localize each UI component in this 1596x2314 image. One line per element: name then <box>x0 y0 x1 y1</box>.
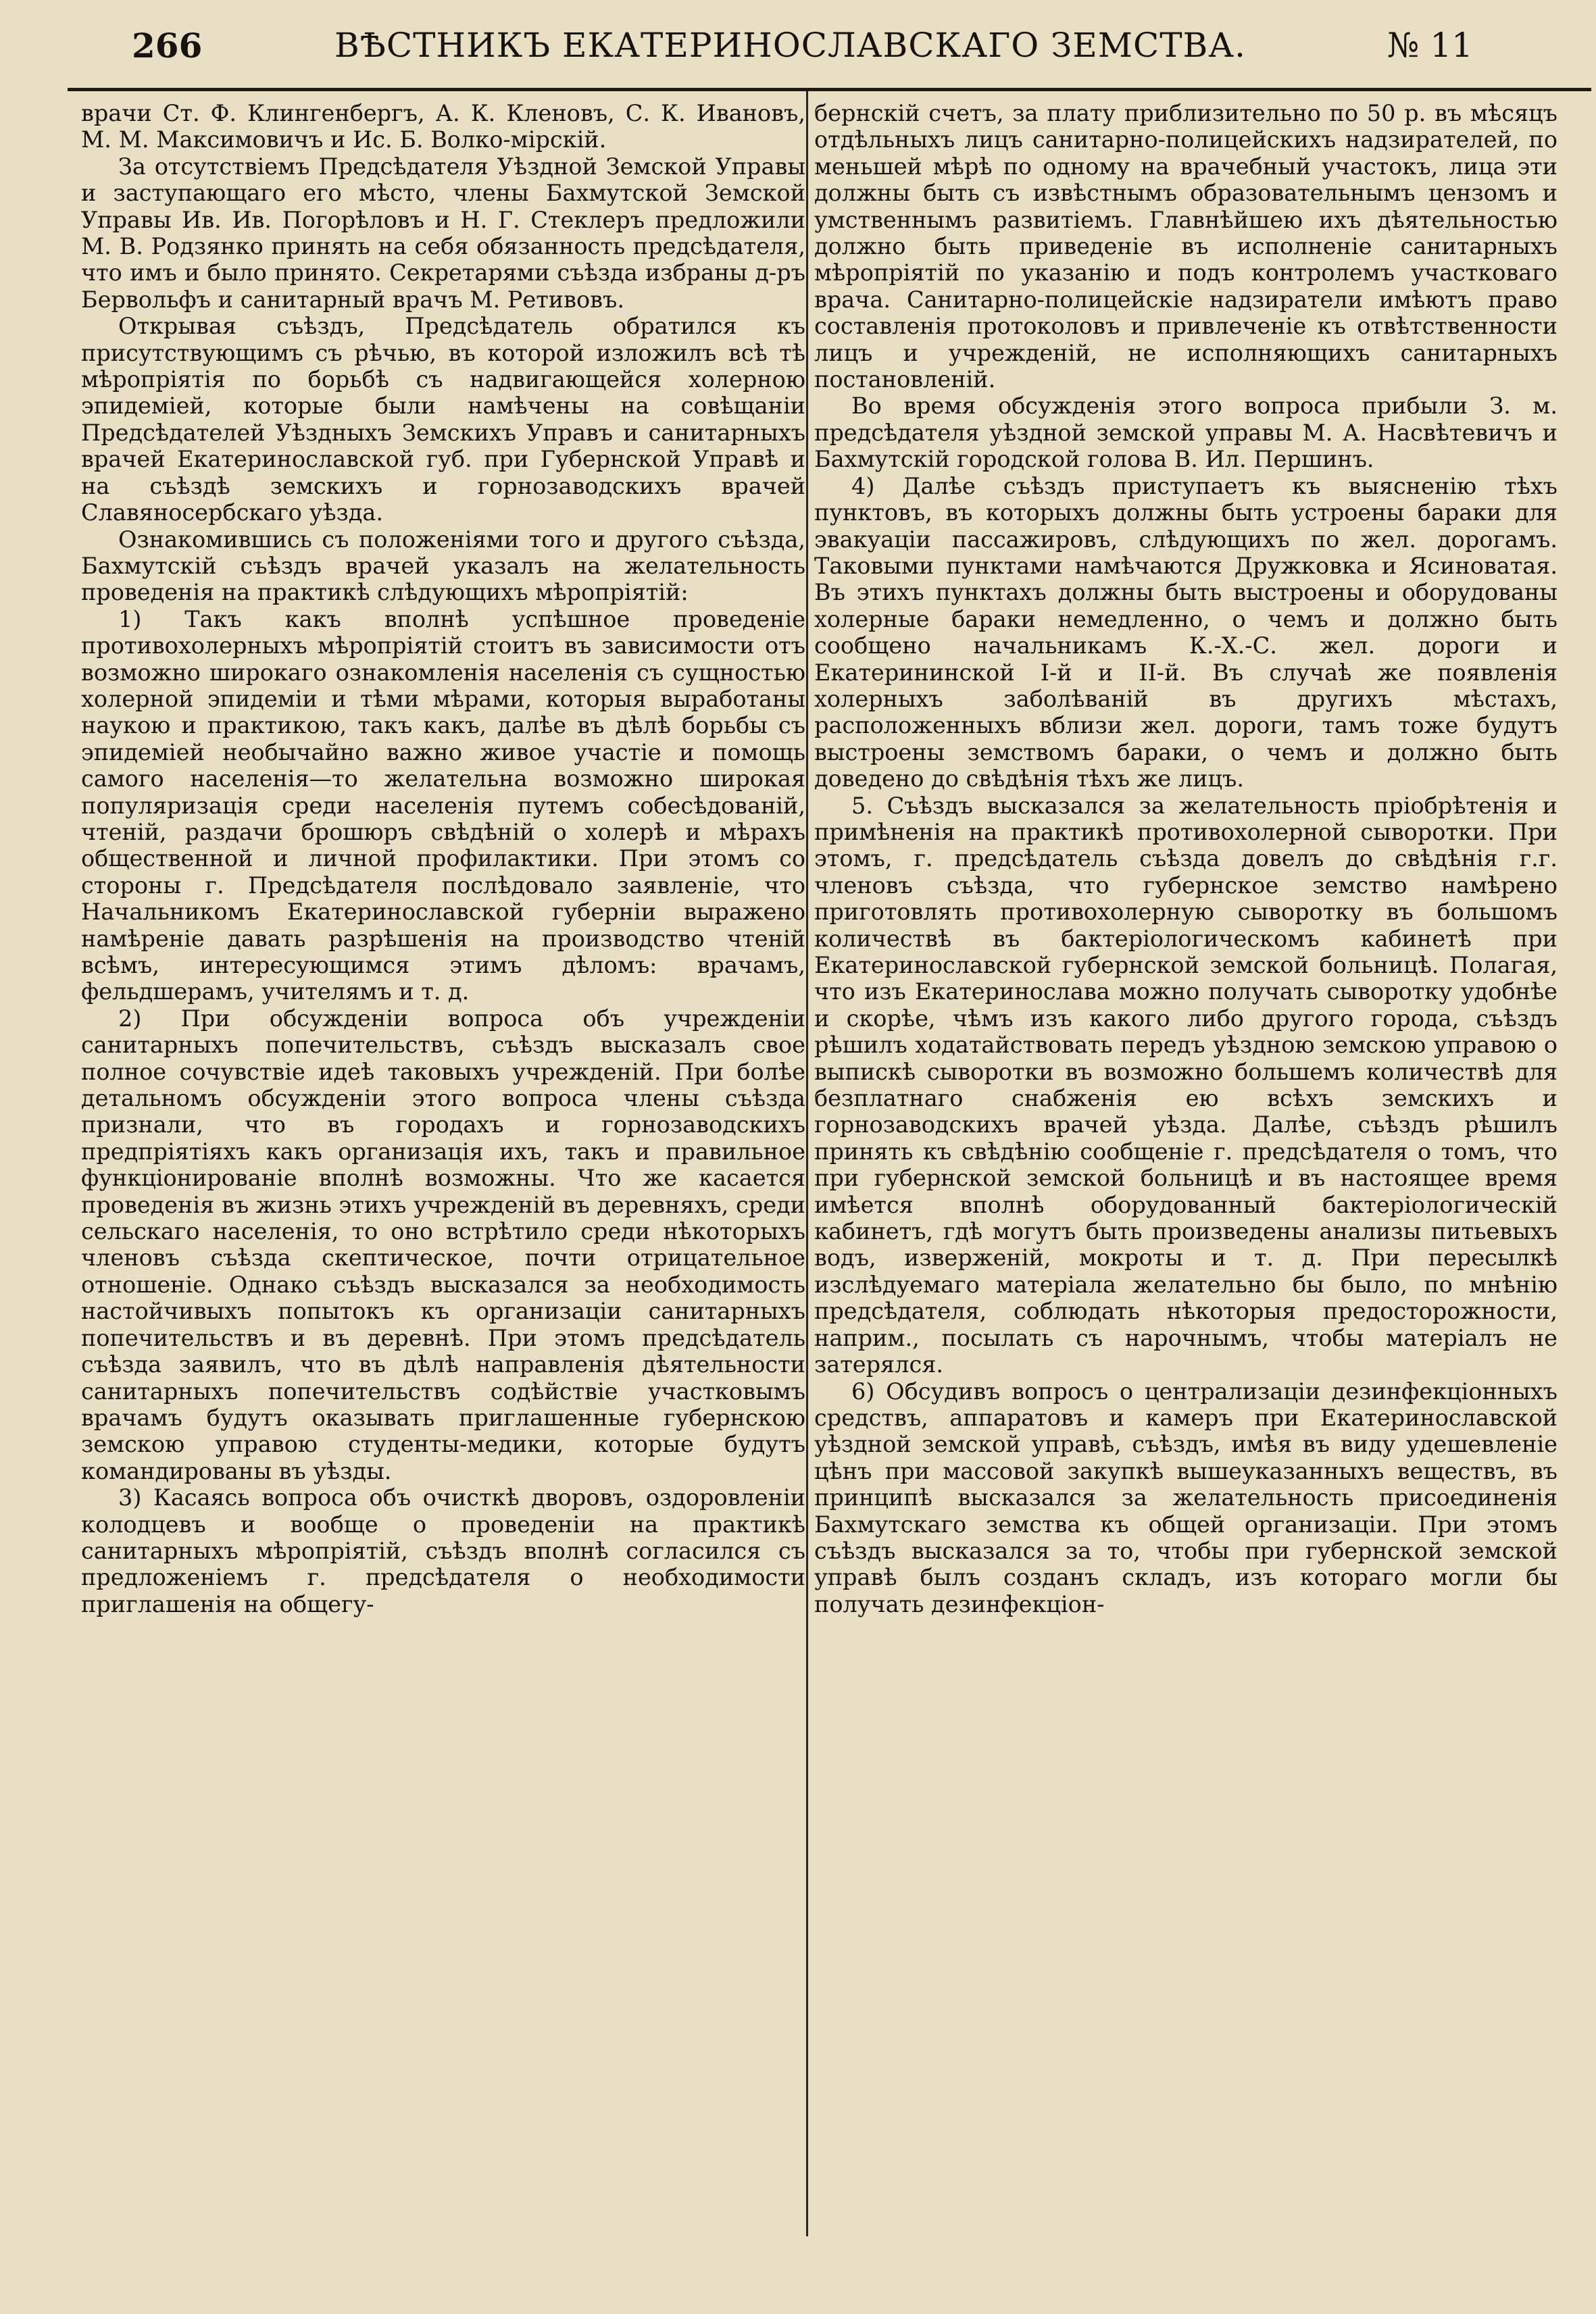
column-divider <box>806 91 808 2236</box>
left-paragraph: Ознакомившись съ положеніями того и другого съѣзда, Бахмутскій съѣздъ врачей указалъ на желательность проведенія на практикѣ слѣдующихъ мѣропріятій: <box>81 526 805 606</box>
right-paragraph: Во время обсужденія этого вопроса прибыли З. м. предсѣдателя уѣздной земской управы М. А. Насвѣтевичъ и Бахмутскій городской голова В. Ил. Першинъ. <box>814 393 1557 473</box>
left-column <box>81 100 805 1617</box>
left-paragraph: Открывая съѣздъ, Предсѣдатель обратился къ присутствующимъ съ рѣчью, въ которой изложилъ всѣ тѣ мѣропріятія по борьбѣ съ надвигающейся холерною эпидеміей, которые были намѣчены на совѣщаніи Предсѣдателей Уѣздныхъ Земскихъ Управъ и санитарныхъ врачей Екатеринославской губ. при Губернской Управѣ и на съѣздѣ земскихъ и горнозаводскихъ врачей Славяносербскаго уѣзда. <box>81 313 805 526</box>
right-paragraph: бернскій счетъ, за плату приблизительно по 50 р. въ мѣсяцъ отдѣльныхъ лицъ санитарно-полицейскихъ надзирателей, по меньшей мѣрѣ по одному на врачебный участокъ, лица эти должны быть съ извѣстнымъ образовательнымъ цензомъ и умственнымъ развитіемъ. Главнѣйшею ихъ дѣятельностью должно быть приведеніе въ исполненіе санитарныхъ мѣропріятій по указанію и подъ контролемъ участковаго врача. Санитарно-полицейскіе надзиратели имѣютъ право составленія протоколовъ и привлеченіе къ отвѣтственности лицъ и учрежденій, не исполняющихъ санитарныхъ постановленій. <box>814 100 1557 393</box>
right-paragraph: 6) Обсудивъ вопросъ о централизаціи дезинфекціонныхъ средствъ, аппаратовъ и камеръ при Екатеринославской уѣздной земской управѣ, съѣздъ, имѣя въ виду удешевленіе цѣнъ при массовой закупкѣ вышеуказанныхъ веществъ, въ принципѣ высказался за желательность присоединенія Бахмутскаго земства къ общей организаціи. При этомъ съѣздъ высказался за то, чтобы при губернской земской управѣ былъ созданъ складъ, изъ котораго могли бы получать дезинфекціон- <box>814 1378 1557 1617</box>
left-paragraph: 3) Касаясь вопроса объ очисткѣ дворовъ, оздоровленіи колодцевъ и вообще о проведеніи на практикѣ санитарныхъ мѣропріятій, съѣздъ вполнѣ согласился съ предложеніемъ г. предсѣдателя о необходимости приглашенія на общегу- <box>81 1484 805 1617</box>
right-column <box>814 100 1557 1617</box>
journal-title: ВѢСТНИКЪ ЕКАТЕРИНОСЛАВСКАГО ЗЕМСТВА. <box>334 26 1247 65</box>
right-paragraph: 4) Далѣе съѣздъ приступаетъ къ выясненію тѣхъ пунктовъ, въ которыхъ должны быть устроены бараки для эвакуаціи пассажировъ, слѣдующихъ по жел. дорогамъ. Таковыми пунктами намѣчаются Дружковка и Ясиноватая. Въ этихъ пунктахъ должны быть выстроены и оборудованы холерные бараки немедленно, о чемъ и должно быть сообщено начальникамъ К.-Х.-С. жел. дороги и Екатерининской І-й и ІІ-й. Въ случаѣ же появленія холерныхъ заболѣваній въ другихъ мѣстахъ, расположенныхъ вблизи жел. дороги, тамъ тоже будутъ выстроены земствомъ бараки, о чемъ и должно быть доведено до свѣдѣнія тѣхъ же лицъ. <box>814 472 1557 793</box>
page-number: 266 <box>132 26 203 66</box>
right-paragraph: 5. Съѣздъ высказался за желательность пріобрѣтенія и примѣненія на практикѣ противохолерной сыворотки. При этомъ, г. предсѣдатель съѣзда довелъ до свѣдѣнія г.г. членовъ съѣзда, что губернское земство намѣрено приготовлять противохолерную сыворотку въ большомъ количествѣ въ бактеріологическомъ кабинетѣ при Екатеринославской губернской земской больницѣ. Полагая, что изъ Екатеринослава можно получать сыворотку удобнѣе и скорѣе, чѣмъ изъ какого либо другого города, съѣздъ рѣшилъ ходатайствовать передъ уѣздною земскою управою о выпискѣ сыворотки въ возможно большемъ количествѣ для безплатнаго снабженія ею всѣхъ земскихъ и горнозаводскихъ врачей уѣзда. Далѣе, съѣздъ рѣшилъ принять къ свѣдѣнію сообщеніе г. предсѣдателя о томъ, что при губернской земской больницѣ и въ настоящее время имѣется вполнѣ оборудованный бактеріологическій кабинетъ, гдѣ могутъ быть произведены анализы питьевыхъ водъ, изверженій, мокроты и т. д. При пересылкѣ изслѣдуемаго матеріала желательно бы было, по мнѣнію предсѣдателя, соблюдать нѣкоторыя предосторожности, наприм., посылать съ нарочнымъ, чтобы матеріалъ не затерялся. <box>814 792 1557 1378</box>
issue-number: № 11 <box>1387 26 1473 65</box>
page-header <box>132 26 1473 73</box>
left-paragraph: 2) При обсужденіи вопроса объ учрежденіи санитарныхъ попечительствъ, съѣздъ высказалъ свое полное сочувствіе идеѣ таковыхъ учрежденій. При болѣе детальномъ обсужденіи этого вопроса члены съѣзда признали, что въ городахъ и горнозаводскихъ предпріятіяхъ какъ организація ихъ, такъ и правильное функціонированіе вполнѣ возможны. Что же касается проведенія въ жизнь этихъ учрежденій въ деревняхъ, среди сельскаго населенія, то оно встрѣтило среди нѣкоторыхъ членовъ съѣзда скептическое, почти отрицательное отношеніе. Однако съѣздъ высказался за необходимость настойчивыхъ попытокъ къ организаціи санитарныхъ попечительствъ и въ деревнѣ. При этомъ предсѣдатель съѣзда заявилъ, что въ дѣлѣ направленія дѣятельности санитарныхъ попечительствъ содѣйствіе участковымъ врачамъ будутъ оказывать приглашенные губернскою земскою управою студенты-медики, которые будутъ командированы въ уѣзды. <box>81 1005 805 1484</box>
left-paragraph: За отсутствіемъ Предсѣдателя Уѣздной Земской Управы и заступающаго его мѣсто, члены Бахмутской Земской Управы Ив. Ив. Погорѣловъ и Н. Г. Стеклеръ предложили М. В. Родзянко принять на себя обязанность предсѣдателя, что имъ и было принято. Секретарями съѣзда избраны д-ръ Бервольфъ и санитарный врачъ М. Ретивовъ. <box>81 153 805 313</box>
header-rule <box>68 88 1591 91</box>
left-paragraph: 1) Такъ какъ вполнѣ успѣшное проведеніе противохолерныхъ мѣропріятій стоитъ въ зависимости отъ возможно широкаго ознакомленія населенія съ сущностью холерной эпидеміи и тѣми мѣрами, которыя выработаны наукою и практикою, такъ какъ, далѣе въ дѣлѣ борьбы съ эпидеміей необычайно важно живое участіе и помощь самого населенія—то желательна возможно широкая популяризація среди населенія путемъ собесѣдованій, чтеній, раздачи брошюръ свѣдѣній о холерѣ и мѣрахъ общественной и личной профилактики. При этомъ со стороны г. Предсѣдателя послѣдовало заявленіе, что Начальникомъ Екатеринославской губерніи выражено намѣреніе давать разрѣшенія на производство чтеній всѣмъ, интересующимся этимъ дѣломъ: врачамъ, фельдшерамъ, учителямъ и т. д. <box>81 605 805 1005</box>
left-paragraph: врачи Ст. Ф. Клингенбергъ, А. К. Кленовъ, С. К. Ивановъ, М. М. Максимовичъ и Ис. Б. Волко-мірскій. <box>81 100 805 153</box>
